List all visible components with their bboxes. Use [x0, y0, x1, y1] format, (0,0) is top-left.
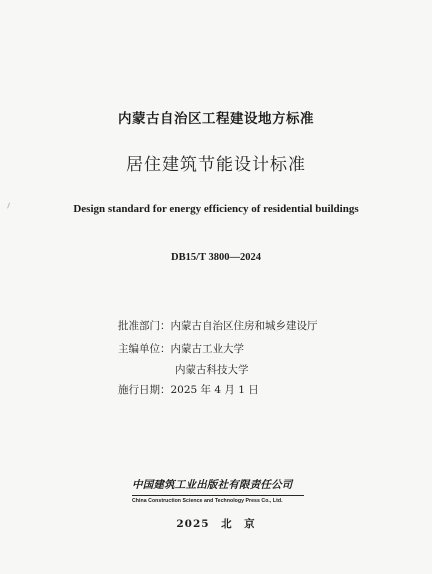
- publisher-name-chinese: 中国建筑工业出版社有限责任公司: [132, 479, 293, 491]
- chief-editor-unit: 主编单位：内蒙古工业大学: [118, 343, 244, 355]
- chief-editor-unit-secondary: 内蒙古科技大学: [175, 364, 249, 376]
- document-title-english: Design standard for energy efficiency of residential buildings: [73, 203, 359, 215]
- publisher-logo: [132, 477, 304, 504]
- document-title-chinese: 居住建筑节能设计标准: [126, 155, 306, 175]
- publisher-name-english: China Construction Science and Technology Press Co., Ltd.: [132, 498, 283, 504]
- series-title: 内蒙古自治区工程建设地方标准: [118, 111, 314, 127]
- publication-year-place: 2025 北 京: [176, 518, 256, 530]
- standard-code: DB15/T 3800—2024: [171, 252, 261, 263]
- approval-authority: 批准部门：内蒙古自治区住房和城乡建设厅: [118, 320, 318, 332]
- publisher-divider: [132, 495, 304, 496]
- effective-date: 施行日期：2025 年 4 月 1 日: [118, 384, 259, 396]
